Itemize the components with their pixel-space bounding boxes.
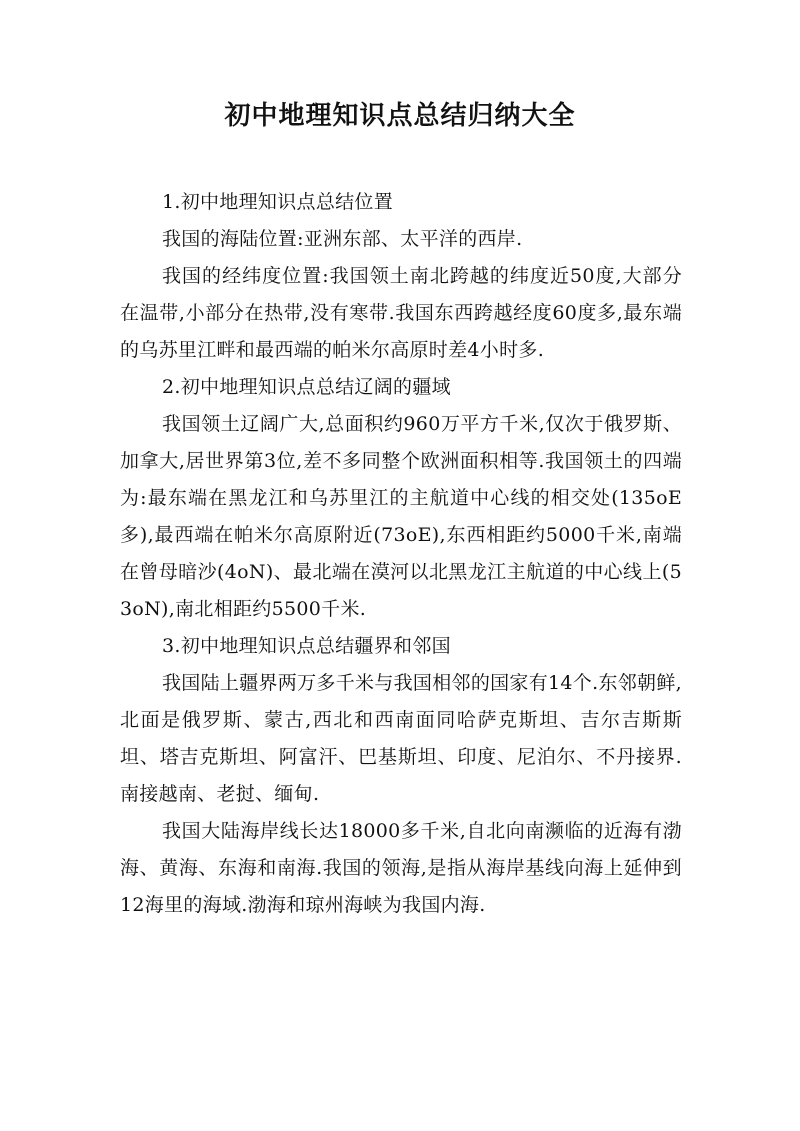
- paragraph-territory: 我国领土辽阔广大,总面积约960万平方千米,仅次于俄罗斯、加拿大,居世界第3位,差不多同整个欧洲面积相等.我国领土的四端为:最东端在黑龙江和乌苏里江的主航道中心线的相交处(135oE多),最西端在帕米尔高原附近(73oE),东西相距约5000千米,南端在曾母暗沙(4oN)、最北端在漠河以北黑龙江主航道的中心线上(53oN),南北相距约5500千米.: [120, 413, 682, 620]
- paragraph-sea-land-position: 我国的海陆位置:亚洲东部、太平洋的西岸.: [162, 228, 523, 250]
- paragraph-lat-long-position: 我国的经纬度位置:我国领土南北跨越的纬度近50度,大部分在温带,小部分在热带,没有寒带.我国东西跨越经度60度多,最东端的乌苏里江畔和最西端的帕米尔高原时差4小时多.: [120, 265, 682, 361]
- document-title: 初中地理知识点总结归纳大全: [224, 101, 576, 131]
- section-heading-location: 1.初中地理知识点总结位置: [162, 191, 394, 213]
- paragraph-coastline: 我国大陆海岸线长达18000多千米,自北向南濒临的近海有渤海、黄海、东海和南海.我国的领海,是指从海岸基线向海上延伸到12海里的海域.渤海和琼州海峡为我国内海.: [120, 820, 682, 916]
- document-body: [120, 184, 682, 924]
- section-heading-territory: 2.初中地理知识点总结辽阔的疆域: [162, 376, 451, 398]
- paragraph-neighbors: 我国陆上疆界两万多千米与我国相邻的国家有14个.东邻朝鲜,北面是俄罗斯、蒙古,西北和西南面同哈萨克斯坦、吉尔吉斯斯坦、塔吉克斯坦、阿富汗、巴基斯坦、印度、尼泊尔、不丹接界.南接越南、老挝、缅甸.: [120, 672, 682, 805]
- section-heading-borders: 3.初中地理知识点总结疆界和邻国: [162, 635, 451, 657]
